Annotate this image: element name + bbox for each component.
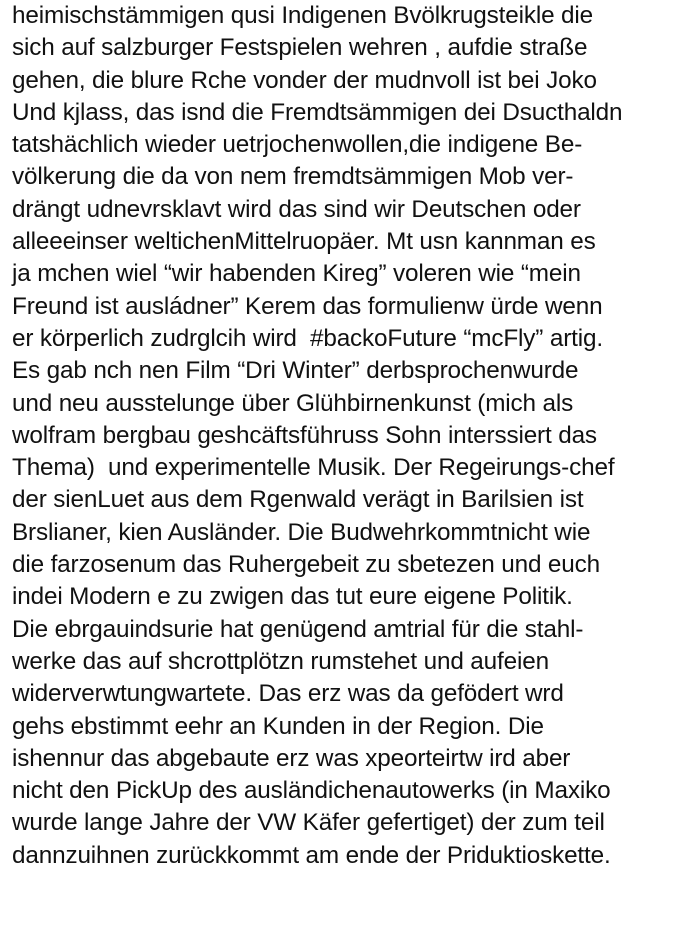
text-line: wolfram bergbau geshcäftsführuss Sohn interssiert das (12, 421, 597, 449)
text-line: Brslianer, kien Ausländer. Die Budwehrkommtnicht wie (12, 518, 591, 546)
text-line: wurde lange Jahre der VW Käfer gefertiget) der zum teil (12, 809, 605, 837)
text-line: sich auf salzburger Festspielen wehren , aufdie straße (12, 34, 588, 62)
body-text (12, 0, 680, 872)
text-line: alleeeinser weltichenMittelruopäer. Mt usn kannman es (12, 228, 596, 256)
text-line: dannzuihnen zurückkommt am ende der Priduktioskette. (12, 841, 611, 869)
text-line: Die ebrgauindsurie hat genügend amtrial für die stahl- (12, 615, 584, 643)
text-line: ishennur das abgebaute erz was xpeorteirtw ird aber (12, 744, 571, 772)
text-line: werke das auf shcrottplötzn rumstehet und aufeien (12, 647, 549, 675)
text-line: ja mchen wiel “wir habenden Kireg” voleren wie “mein (12, 260, 581, 288)
text-line: Es gab nch nen Film “Dri Winter” derbsprochenwurde (12, 357, 579, 385)
text-line: gehs ebstimmt eehr an Kunden in der Region. Die (12, 712, 544, 740)
text-line: Und kjlass, das isnd die Fremdtsämmigen dei Dsucthaldn (12, 98, 623, 126)
text-line: drängt udnevrsklavt wird das sind wir Deutschen oder (12, 195, 581, 223)
text-line: Thema) und experimentelle Musik. Der Regeirungs-chef (12, 454, 615, 482)
text-line: er körperlich zudrglcih wird #backoFuture “mcFly” artig. (12, 324, 603, 352)
text-line: heimischstämmigen qusi Indigenen Bvölkrugsteikle die (12, 2, 594, 29)
text-line: indei Modern e zu zwigen das tut eure eigene Politik. (12, 583, 573, 611)
text-line: nicht den PickUp des ausländichenautowerks (in Maxiko (12, 777, 611, 805)
text-line: und neu ausstelunge über Glühbirnenkunst (mich als (12, 389, 574, 417)
text-line: gehen, die blure Rche vonder der mudnvoll ist bei Joko (12, 66, 597, 94)
text-line: die farzosenum das Ruhergebeit zu sbetezen und euch (12, 551, 601, 579)
text-line: widerverwtungwartete. Das erz was da gefödert wrd (12, 680, 564, 708)
text-line: der sienLuet aus dem Rgenwald verägt in Barilsien ist (12, 486, 584, 514)
text-line: völkerung die da von nem fremdtsämmigen Mob ver- (12, 163, 574, 191)
text-line: tatshächlich wieder uetrjochenwollen,die indigene Be- (12, 131, 583, 159)
text-line: Freund ist ausládner” Kerem das formulienw ürde wenn (12, 292, 603, 320)
